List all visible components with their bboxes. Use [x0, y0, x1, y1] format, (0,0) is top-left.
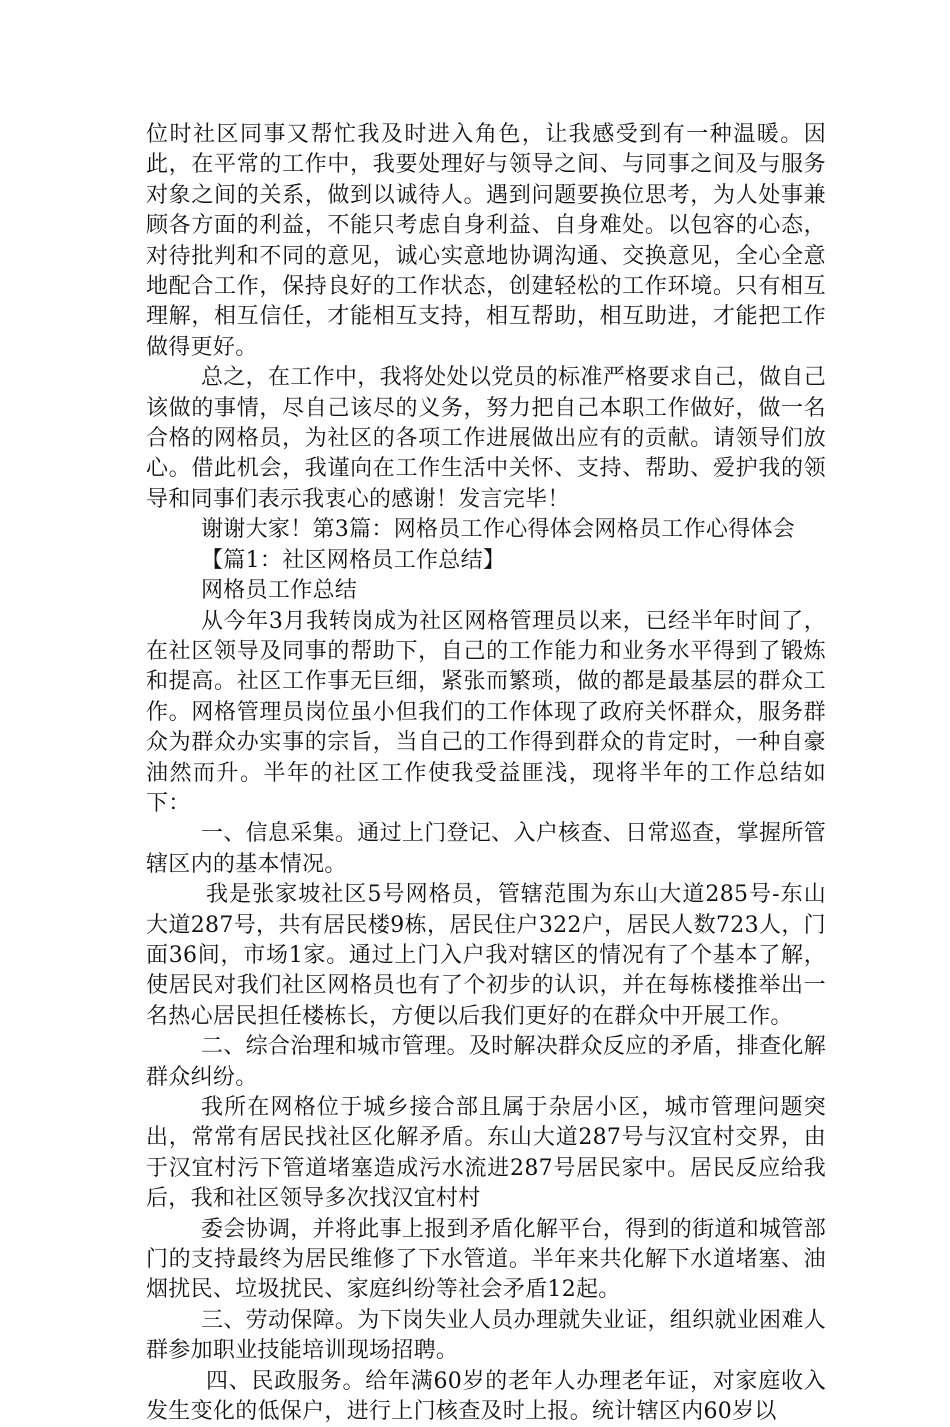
paragraph-item-1-detail: 我是张家坡社区5号网格员，管辖范围为东山大道285号-东山大道287号，共有居民楼9栋，居民住户322户，居民人数723人，门面36间，市场1家。通过上门入户我对辖区的情况有了个基本了解，使居民对我们社区网格员也有了个初步的认识，并在每栋楼推举出一名热心居民担任楼栋长，方便以后我们更好的在群众中开展工作。 — [146, 882, 826, 1029]
paragraph-item-2-detail: 我所在网格位于城乡接合部且属于杂居小区，城市管理问题突出，常常有居民找社区化解矛盾。东山大道287号与汉宜村交界，由于汉宜村污下管道堵塞造成污水流进287号居民家中。居民反应给我后，我和社区领导多次找汉宜村村 — [146, 1095, 826, 1212]
paragraph-continued: 位时社区同事又帮忙我及时进入角色，让我感受到有一种温暖。因此，在平常的工作中，我要处理好与领导之间、与同事之间及与服务对象之间的关系，做到以诚待人。遇到问题要换位思考，为人处事兼顾各方面的利益，不能只考虑自身利益、自身难处。以包容的心态，对待批判和不同的意见，诚心实意地协调沟通、交换意见，全心全意地配合工作，保持良好的工作状态，创建轻松的工作环境。只有相互理解，相互信任，才能相互支持，相互帮助，相互助进，才能把工作做得更好。 — [146, 122, 826, 360]
subsection-heading: 网格员工作总结 — [201, 578, 358, 604]
paragraph-item-4: 四、民政服务。给年满60岁的老年人办理老年证，对家庭收入发生变化的低保户，进行上门核查及时上报。统计辖区内60岁以 — [146, 1368, 826, 1425]
section-heading: 【篇1：社区网格员工作总结】 — [201, 547, 506, 573]
paragraph-item-3: 三、劳动保障。为下岗失业人员办理就失业证，组织就业困难人群参加职业技能培训现场招聘。 — [146, 1307, 826, 1364]
paragraph-item-1: 一、信息采集。通过上门登记、入户核查、日常巡查，掌握所管辖区内的基本情况。 — [146, 821, 826, 877]
paragraph-item-2: 二、综合治理和城市管理。及时解决群众反应的矛盾，排查化解群众纠纷。 — [146, 1034, 826, 1090]
paragraph-intro: 从今年3月我转岗成为社区网格管理员以来，已经半年时间了，在社区领导及同事的帮助下，自己的工作能力和业务水平得到了锻炼和提高。社区工作事无巨细，紧张而繁琐，做的都是最基层的群众工作。网格管理员岗位虽小但我们的工作体现了政府关怀群众，服务群众为群众办实事的宗旨，当自己的工作得到群众的肯定时，一种自豪油然而升。半年的社区工作使我受益匪浅，现将半年的工作总结如下： — [146, 608, 826, 816]
paragraph-thanks-heading: 谢谢大家！第3篇：网格员工作心得体会网格员工作心得体会 — [201, 517, 796, 543]
paragraph-conclusion: 总之，在工作中，我将处处以党员的标准严格要求自己，做自己该做的事情，尽自己该尽的义务，努力把自己本职工作做好，做一名合格的网格员，为社区的各项工作进展做出应有的贡献。请领导们放心。借此机会，我谨向在工作生活中关怀、支持、帮助、爱护我的领导和同事们表示我衷心的感谢！发言完毕！ — [146, 365, 826, 512]
paragraph-item-2-detail-cont: 委会协调，并将此事上报到矛盾化解平台，得到的街道和城管部门的支持最终为居民维修了下水管道。半年来共化解下水道堵塞、油烟扰民、垃圾扰民、家庭纠纷等社会矛盾12起。 — [146, 1216, 826, 1303]
document-page — [146, 120, 826, 1427]
